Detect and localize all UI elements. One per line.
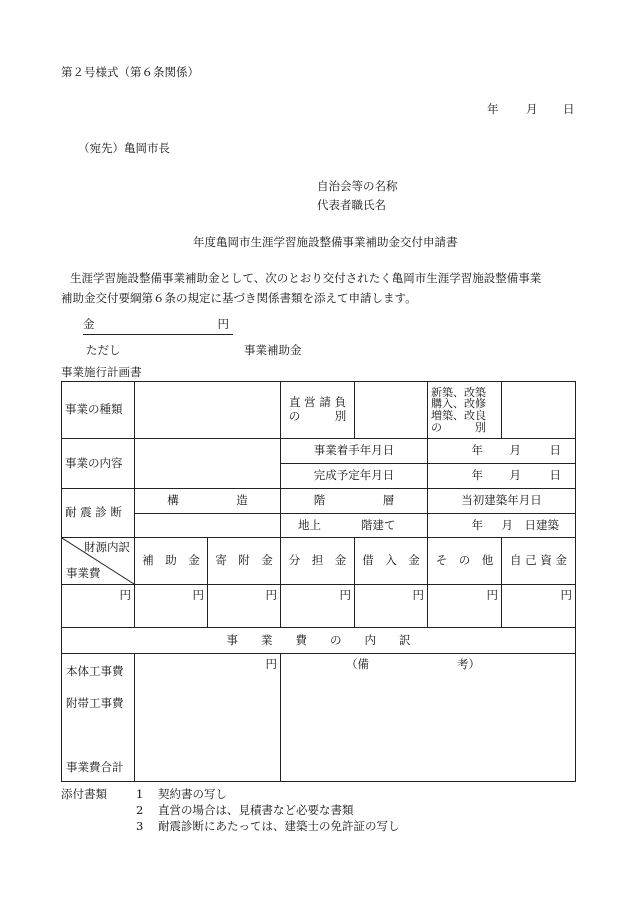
start-date-value	[428, 439, 576, 464]
cost-values	[135, 654, 281, 782]
funding-col-donation: 寄 附 金	[208, 538, 281, 585]
attachment-text: 契約書の写し	[158, 787, 227, 801]
completion-year: 年	[471, 468, 483, 483]
construction-type-line: 購入、改修	[431, 397, 486, 411]
attachments-label: 添付書類	[61, 787, 107, 801]
own-yen: 円	[502, 585, 576, 628]
cost-item-labels	[62, 654, 135, 782]
date-month: 月	[526, 102, 538, 116]
start-month: 月	[509, 443, 521, 458]
plan-table	[61, 381, 576, 782]
construction-type-line: 新築、改築	[431, 385, 486, 399]
floors-value	[281, 514, 428, 538]
funding-col-own: 自 己 資 金	[502, 538, 576, 585]
body-text-line-1: 生涯学習施設整備事業補助金として、次のとおり交付されたく亀岡市生涯学習施設整備事業	[70, 271, 542, 285]
form-title: 年度亀岡市生涯学習施設整備事業補助金交付申請書	[193, 235, 458, 249]
built-month: 月	[501, 517, 513, 532]
direct-request-label-1: 直 営 請 負	[289, 395, 346, 410]
body-text-line-2: 補助金交付要綱第６条の規定に基づき関係書類を添えて申請します。	[61, 291, 417, 305]
remarks-cell	[281, 654, 576, 782]
built-year: 年	[471, 517, 483, 532]
remarks-close: 考）	[457, 657, 480, 671]
donation-yen: 円	[208, 585, 281, 628]
funding-col-subsidy: 補 助 金	[135, 538, 208, 585]
direct-request-label	[281, 382, 355, 439]
main-work-label: 本体工事費	[66, 664, 124, 678]
built-day: 日建築	[524, 517, 559, 532]
other-yen: 円	[428, 585, 502, 628]
business-type-label: 事業の種類	[62, 382, 135, 439]
structure-label: 構 造	[135, 489, 281, 514]
funding-breakdown-label: 財源内訳	[84, 540, 130, 554]
direct-request-value	[355, 382, 428, 439]
attachment-text: 直営の場合は、見積書など必要な書類	[158, 803, 354, 817]
org-name-label: 自治会等の名称	[317, 179, 398, 193]
remarks-open: （備	[346, 657, 369, 671]
attachment-no: 2	[136, 803, 144, 817]
seismic-label: 耐 震 診 断	[62, 489, 135, 538]
addressee: （宛先）亀岡市長	[78, 141, 170, 155]
amount-line	[83, 319, 233, 335]
business-content-label: 事業の内容	[62, 439, 135, 489]
original-build-label: 当初建築年月日	[428, 489, 576, 514]
attachment-no: 1	[136, 787, 144, 801]
above-ground: 地上	[298, 517, 321, 532]
tadashi-suffix: 事業補助金	[244, 343, 302, 357]
start-date-label: 事業着手年月日	[281, 439, 428, 464]
cost-yen-unit: 円	[265, 657, 277, 671]
date-year: 年	[487, 102, 499, 116]
construction-type-line: 増築、改良	[431, 409, 486, 422]
construction-type-line: の 別	[431, 420, 486, 434]
completion-month: 月	[509, 468, 521, 483]
structure-value	[135, 514, 281, 538]
amount-label: 金	[83, 317, 95, 331]
tadashi-label: ただし	[86, 343, 121, 357]
business-type-value	[135, 382, 281, 439]
built-date-value	[428, 514, 576, 538]
completion-day: 日	[549, 468, 561, 483]
form-number: 第２号様式（第６条関係）	[61, 65, 199, 79]
start-year: 年	[471, 443, 483, 458]
direct-request-label-2: の 別	[288, 409, 347, 423]
start-day: 日	[549, 443, 561, 458]
ancillary-work-label: 附帯工事費	[66, 696, 124, 710]
construction-type-label	[428, 382, 502, 439]
cost-yen: 円	[62, 585, 135, 628]
construction-type-value	[502, 382, 576, 439]
share-yen: 円	[281, 585, 355, 628]
attachment-no: 3	[136, 819, 144, 833]
business-content-value	[135, 439, 281, 489]
cost-breakdown-heading: 事 業 費 の 内 訳	[62, 628, 576, 654]
total-label: 事業費合計	[66, 760, 124, 774]
date-day: 日	[563, 102, 575, 116]
amount-unit: 円	[217, 317, 229, 331]
floors-label: 階 層	[281, 489, 428, 514]
subsidy-yen: 円	[135, 585, 208, 628]
funding-col-loan: 借 入 金	[355, 538, 428, 585]
loan-yen: 円	[355, 585, 428, 628]
cost-label: 事業費	[66, 566, 101, 581]
completion-date-value	[428, 464, 576, 489]
attachment-text: 耐震診断にあたっては、建築士の免許証の写し	[158, 819, 400, 833]
floors-suffix: 階建て	[361, 517, 396, 532]
rep-name-label: 代表者職氏名	[317, 198, 386, 212]
funding-diagonal-header	[62, 538, 135, 585]
funding-col-share: 分 担 金	[281, 538, 355, 585]
funding-col-other: そ の 他	[428, 538, 502, 585]
completion-date-label: 完成予定年月日	[281, 464, 428, 489]
plan-heading: 事業施行計画書	[61, 365, 142, 379]
